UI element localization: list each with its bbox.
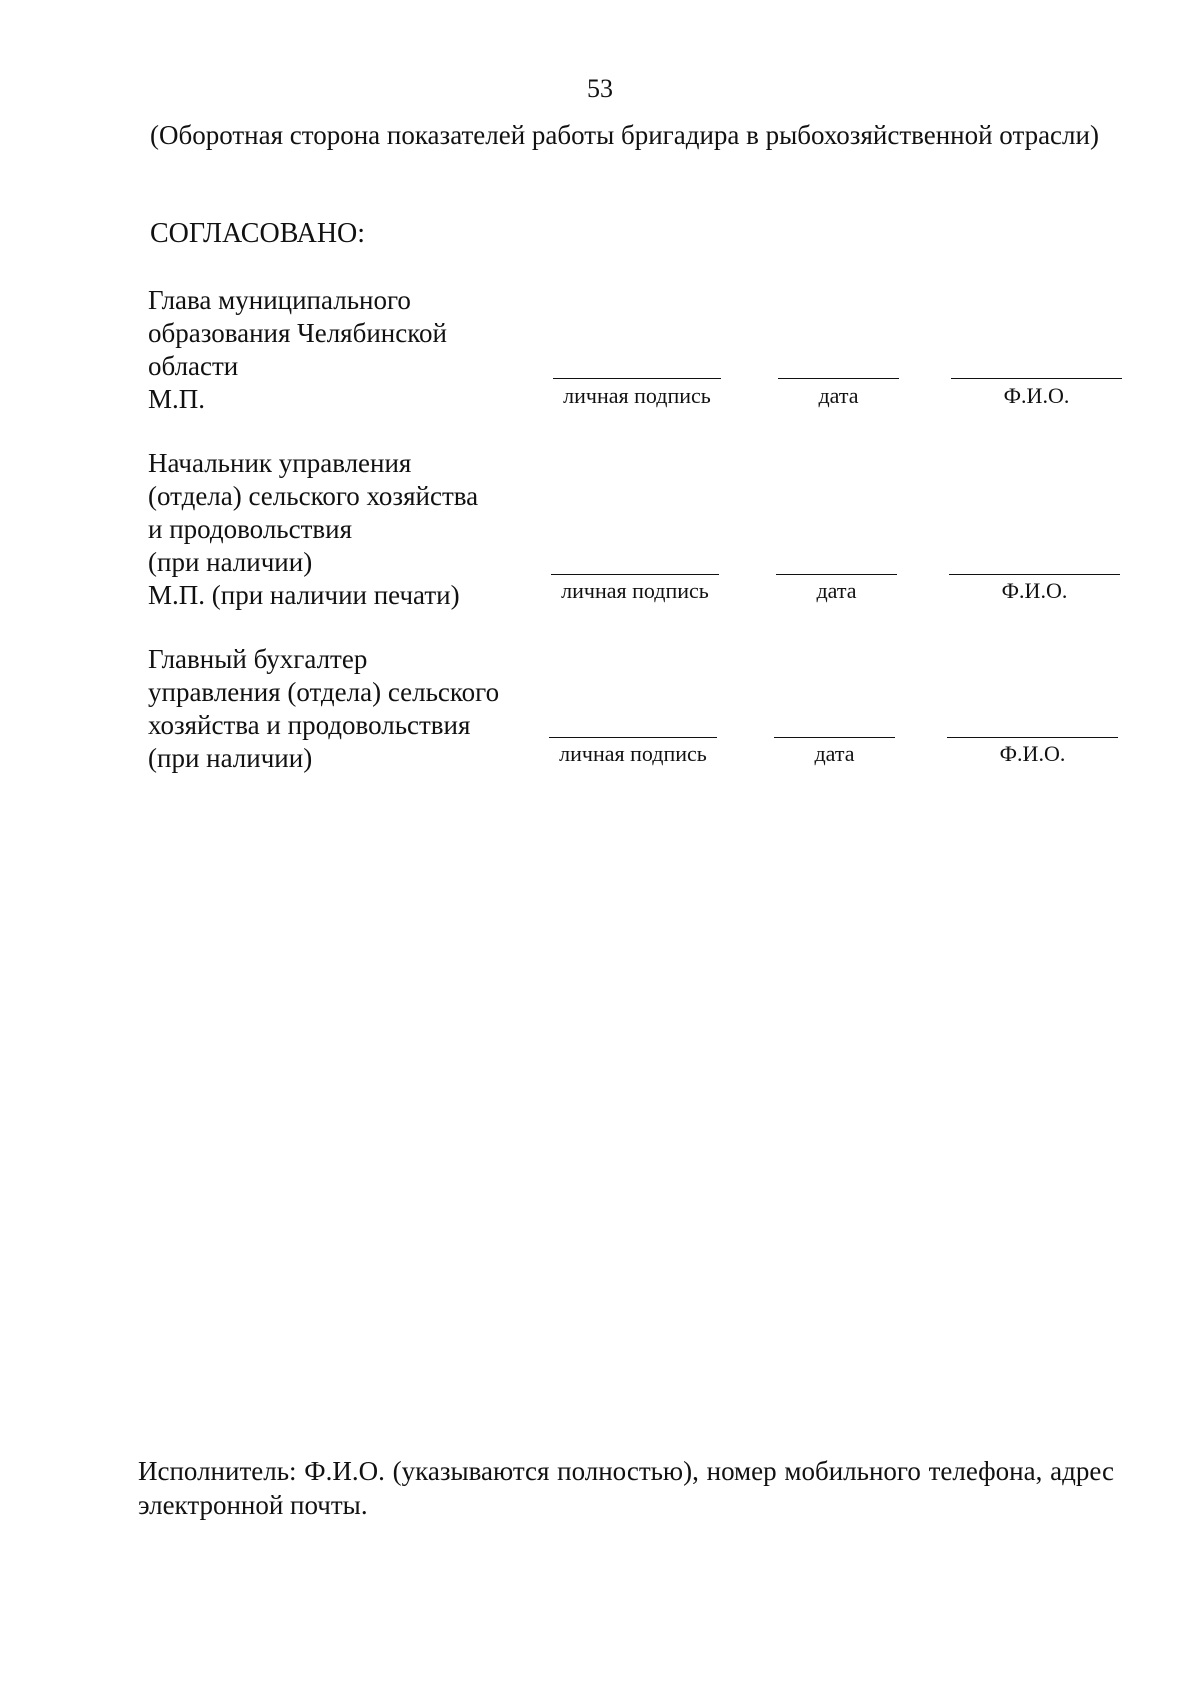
- date-line: [776, 574, 897, 575]
- executor-note: Исполнитель: Ф.И.О. (указываются полностью), номер мобильного телефона, адрес электронной почты.: [138, 1456, 1114, 1520]
- role-line: (отдела) сельского хозяйства: [148, 481, 479, 511]
- signature-line: [551, 574, 719, 575]
- role-line: (при наличии): [148, 547, 313, 577]
- name-caption: Ф.И.О.: [999, 741, 1066, 766]
- name-caption: Ф.И.О.: [1003, 383, 1070, 408]
- role-line: управления (отдела) сельского: [148, 677, 500, 707]
- role-line: (при наличии): [148, 743, 313, 773]
- approved-label: СОГЛАСОВАНО:: [150, 218, 366, 249]
- signature-caption: личная подпись: [561, 578, 709, 603]
- role-line: Главный бухгалтер: [148, 644, 368, 674]
- date-caption: дата: [814, 741, 855, 766]
- role-line: Начальник управления: [148, 448, 412, 478]
- page-number: 53: [587, 74, 613, 103]
- name-line: [947, 737, 1118, 738]
- role-line: Глава муниципального: [148, 285, 411, 315]
- role-line: хозяйства и продовольствия: [148, 710, 471, 740]
- date-line: [778, 378, 899, 379]
- name-caption: Ф.И.О.: [1001, 578, 1068, 603]
- role-line: и продовольствия: [148, 514, 353, 544]
- date-caption: дата: [816, 578, 857, 603]
- signature-caption: личная подпись: [563, 383, 711, 408]
- role-line: М.П.: [148, 384, 206, 414]
- date-line: [774, 737, 895, 738]
- name-line: [949, 574, 1120, 575]
- role-title: [148, 284, 447, 416]
- signature-caption: личная подпись: [559, 741, 707, 766]
- role-title: [148, 643, 499, 775]
- signature-line: [549, 737, 717, 738]
- role-title: [148, 447, 478, 612]
- signature-line: [553, 378, 721, 379]
- name-line: [951, 378, 1122, 379]
- role-line: М.П. (при наличии печати): [148, 580, 460, 610]
- role-line: области: [148, 351, 239, 381]
- page-heading: (Оборотная сторона показателей работы бригадира в рыбохозяйственной отрасли): [150, 120, 1099, 150]
- role-line: образования Челябинской: [148, 318, 447, 348]
- date-caption: дата: [818, 383, 859, 408]
